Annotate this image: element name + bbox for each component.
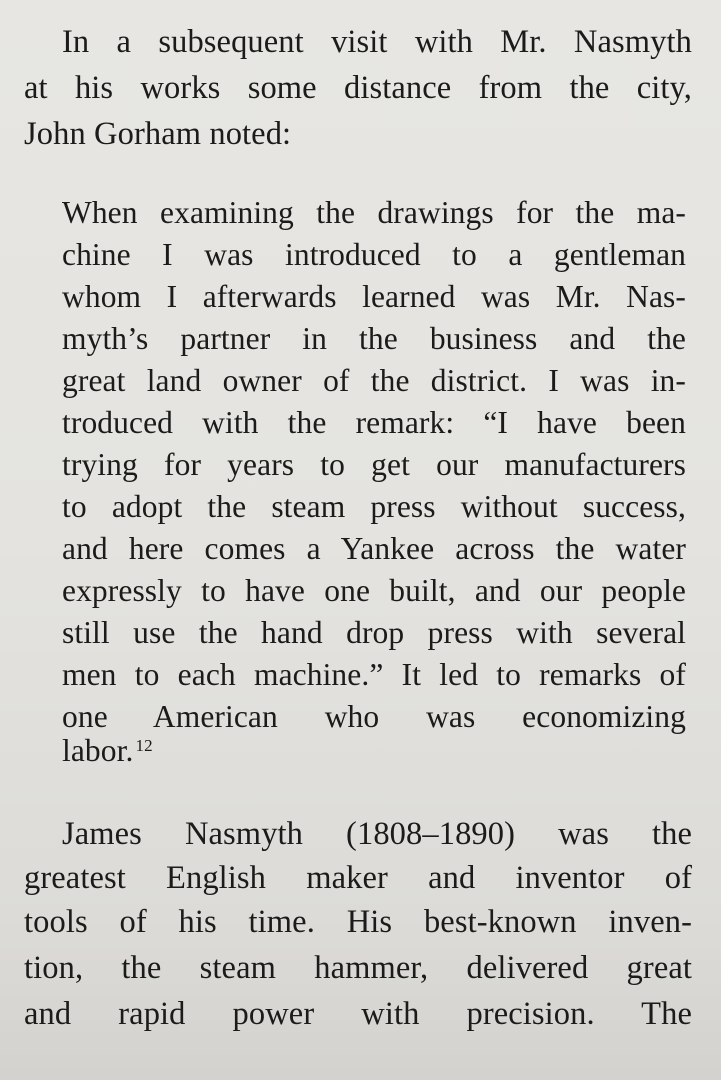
quote-line-10: expressly to have one built, and our people bbox=[62, 573, 686, 608]
quote-line-6: troduced with the remark: “I have been bbox=[62, 405, 686, 440]
quote-line-14 bbox=[62, 735, 686, 767]
quote-line-7: trying for years to get our manufacturers bbox=[62, 447, 686, 482]
quote-line-1: When examining the drawings for the ma- bbox=[62, 195, 686, 230]
para2-line-4: tion, the steam hammer, delivered great bbox=[24, 950, 692, 986]
para2-line-2: greatest English maker and inventor of bbox=[24, 860, 692, 896]
intro-line-3: John Gorham noted: bbox=[24, 116, 292, 152]
quote-line-8: to adopt the steam press without success, bbox=[62, 489, 686, 524]
quote-last-text: labor. bbox=[62, 733, 134, 768]
quote-line-12: men to each machine.” It led to remarks of bbox=[62, 657, 686, 692]
footnote-ref: 12 bbox=[135, 736, 153, 755]
quote-line-9: and here comes a Yankee across the water bbox=[62, 531, 686, 566]
quote-line-11: still use the hand drop press with several bbox=[62, 615, 686, 650]
para2-line-1: James Nasmyth (1808–1890) was the bbox=[62, 816, 692, 852]
intro-line-1: In a subsequent visit with Mr. Nasmyth bbox=[62, 24, 692, 60]
intro-line-2: at his works some distance from the city, bbox=[24, 70, 692, 106]
para2-line-3: tools of his time. His best-known inven- bbox=[24, 904, 692, 940]
quote-line-5: great land owner of the district. I was in- bbox=[62, 363, 686, 398]
quote-line-3: whom I afterwards learned was Mr. Nas- bbox=[62, 279, 686, 314]
quote-line-4: myth’s partner in the business and the bbox=[62, 321, 686, 356]
quote-line-2: chine I was introduced to a gentleman bbox=[62, 237, 686, 272]
quote-line-13: one American who was economizing bbox=[62, 699, 686, 734]
para2-line-5: and rapid power with precision. The bbox=[24, 996, 692, 1032]
